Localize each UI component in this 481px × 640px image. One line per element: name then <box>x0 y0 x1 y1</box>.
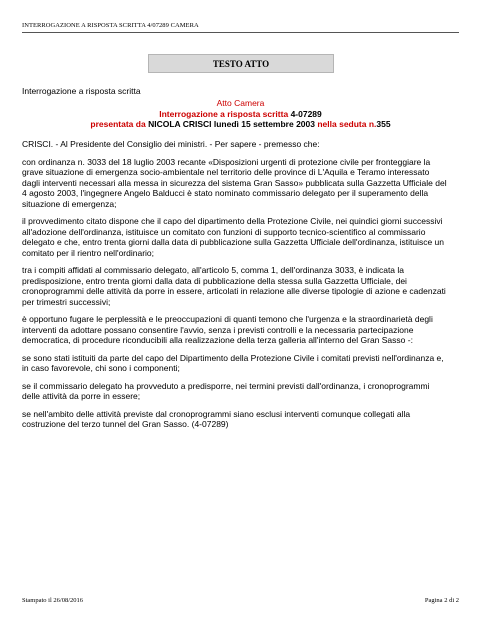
act-number: 4-07289 <box>290 108 322 119</box>
section-title-box <box>148 54 334 73</box>
paragraph: se sono stati istituiti da parte del capo del Dipartimento della Protezione Civile i comitati previsti nell'ordinanza e, in caso favorevole, chi sono i componenti; <box>22 352 444 373</box>
printed-date: Stampato il 26/08/2016 <box>22 597 84 604</box>
act-info <box>22 98 459 130</box>
paragraph: il provvedimento citato dispone che il capo del dipartimento della Protezione Civile, nei quindici giorni successivi all'adozione dell'ordinanza, istituisce un comitato con funzioni di supporto tecnico-scientifico al commissario delegato e che, entro trenta giorni dalla data di pubblicazione sulla Gazzetta Ufficiale dell'ordinanza, istituisce un comitato per il rientro nell'ordinario; <box>22 216 445 258</box>
act-body <box>22 139 447 437</box>
act-chamber: Atto Camera <box>216 98 265 108</box>
page-footer <box>22 597 459 604</box>
paragraph: se nell'ambito delle attività previste dal cronoprogrammi siano esclusi interventi comunque collegati alla costruzione del terzo tunnel del Gran Sasso. (4-07289) <box>22 408 411 429</box>
doc-type: Interrogazione a risposta scritta <box>22 86 141 96</box>
act-number-label: Interrogazione a risposta scritta <box>159 108 289 119</box>
session-number: 355 <box>376 119 391 129</box>
session-label: nella seduta n. <box>317 119 377 129</box>
paragraph: CRISCI. - Al Presidente del Consiglio dei ministri. - Per sapere - premesso che: <box>22 139 320 149</box>
act-date: lunedì 15 settembre 2003 <box>213 119 315 129</box>
paragraph: con ordinanza n. 3033 del 18 luglio 2003 recante «Disposizioni urgenti di protezione civile per fronteggiare la grave situazione di emergenza socio-ambientale nel territorio delle province di L'Aquila e Teramo interessato dagli interventi necessari alla messa in sicurezza del sistema Gran Sasso» pubblicata sulla Gazzetta Ufficiale del 4 agosto 2003, l'ingegnere Angelo Balducci è stato nominato commissario delegato per il superamento della situazione di emergenza; <box>22 156 447 209</box>
act-author: NICOLA CRISCI <box>148 119 212 129</box>
page-header <box>22 22 459 33</box>
act-number-line <box>22 109 459 120</box>
act-presented-line <box>22 119 459 130</box>
presented-by-label: presentata da <box>90 119 146 129</box>
paragraph: se il commissario delegato ha provveduto a predisporre, nei termini previsti dall'ordinanza, i cronoprogrammi delle attività da porre in essere; <box>22 380 430 401</box>
section-title: TESTO ATTO <box>212 58 270 69</box>
paragraph: è opportuno fugare le perplessità e le preoccupazioni di quanti temono che l'urgenza e la straordinarietà degli interventi da adottare possano consentire l'avvio, senza i previsti controlli e la necessaria partecipazione democratica, di procedure riconducibili alla realizzazione della terza galleria all'interno del Gran Sasso -: <box>22 314 433 345</box>
header-title: INTERROGAZIONE A RISPOSTA SCRITTA 4/07289 CAMERA <box>22 22 199 29</box>
page-number: Pagina 2 di 2 <box>424 597 459 604</box>
paragraph: tra i compiti affidati al commissario delegato, all'articolo 5, comma 1, dell'ordinanza 3033, è indicata la predisposizione, entro trenta giorni dalla data di pubblicazione della stessa sulla Gazzetta Ufficiale, dei cronoprogrammi delle attività da porre in essere, articolati in relazione alle diverse tipologie di azione e cadenzati per trimestri successivi; <box>22 265 446 307</box>
